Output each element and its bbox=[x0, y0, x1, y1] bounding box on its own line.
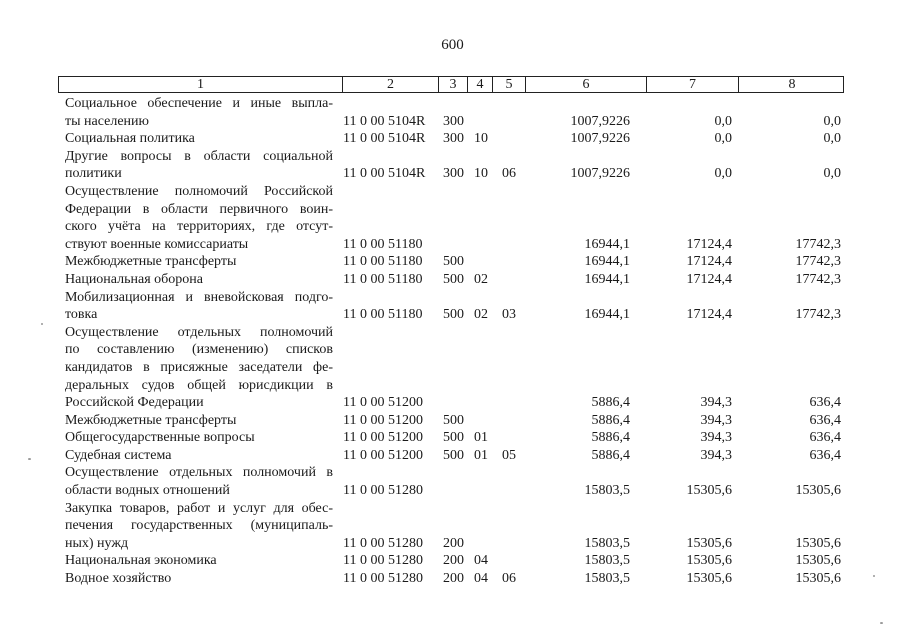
row-description: политики bbox=[65, 166, 122, 182]
row-description: Социальное обеспечение и иные выпла- bbox=[65, 96, 333, 111]
expense-type-code: 500 bbox=[443, 271, 464, 287]
header-col-5: 5 bbox=[492, 77, 525, 92]
amount-col-8: 0,0 bbox=[823, 113, 841, 129]
row-line bbox=[65, 412, 845, 430]
row-description: Федерации в области первичного воин- bbox=[65, 201, 333, 217]
row-line bbox=[65, 517, 845, 535]
table-row bbox=[65, 500, 845, 553]
section-code: 04 bbox=[474, 571, 488, 587]
target-article-code: 11 0 00 51180 bbox=[343, 254, 423, 270]
row-line bbox=[65, 482, 845, 500]
target-article-code: 11 0 00 5104R bbox=[343, 113, 426, 129]
amount-col-7: 0,0 bbox=[714, 131, 732, 147]
row-description: товка bbox=[65, 307, 98, 323]
table-row bbox=[65, 148, 845, 183]
row-line bbox=[65, 324, 845, 342]
row-description: Осуществление отдельных полномочий bbox=[65, 324, 333, 340]
table-body bbox=[65, 95, 845, 588]
row-line bbox=[65, 130, 845, 148]
row-description: деральных судов общей юрисдикции в bbox=[65, 377, 333, 393]
section-code: 01 bbox=[474, 430, 488, 446]
amount-col-7: 0,0 bbox=[714, 166, 732, 182]
header-col-4: 4 bbox=[467, 77, 492, 92]
target-article-code: 11 0 00 51280 bbox=[343, 535, 423, 551]
row-line bbox=[65, 201, 845, 219]
target-article-code: 11 0 00 51200 bbox=[343, 412, 423, 428]
table-row bbox=[65, 253, 845, 271]
header-col-3: 3 bbox=[438, 77, 467, 92]
amount-col-8: 636,4 bbox=[809, 395, 841, 411]
target-article-code: 11 0 00 51200 bbox=[343, 395, 423, 411]
target-article-code: 11 0 00 51200 bbox=[343, 430, 423, 446]
expense-type-code: 500 bbox=[443, 307, 464, 323]
row-line bbox=[65, 570, 845, 588]
amount-col-6: 5886,4 bbox=[591, 430, 630, 446]
row-description: Закупка товаров, работ и услуг для обес- bbox=[65, 500, 333, 516]
row-description: Общегосударственные вопросы bbox=[65, 430, 255, 446]
table-row bbox=[65, 183, 845, 253]
section-code: 04 bbox=[474, 553, 488, 569]
amount-col-7: 17124,4 bbox=[686, 307, 732, 323]
expense-type-code: 300 bbox=[443, 113, 464, 129]
amount-col-8: 15305,6 bbox=[795, 535, 841, 551]
amount-col-7: 394,3 bbox=[700, 430, 732, 446]
target-article-code: 11 0 00 5104R bbox=[343, 166, 426, 182]
amount-col-8: 0,0 bbox=[823, 131, 841, 147]
header-col-1: 1 bbox=[197, 77, 204, 92]
target-article-code: 11 0 00 51280 bbox=[343, 571, 423, 587]
row-description: по составлению (изменению) списков bbox=[65, 342, 333, 358]
row-description: Другие вопросы в области социальной bbox=[65, 148, 333, 164]
expense-type-code: 500 bbox=[443, 430, 464, 446]
amount-col-8: 15305,6 bbox=[795, 571, 841, 587]
table-row bbox=[65, 447, 845, 465]
amount-col-8: 17742,3 bbox=[795, 307, 841, 323]
table-row bbox=[65, 570, 845, 588]
row-line bbox=[65, 359, 845, 377]
amount-col-6: 5886,4 bbox=[591, 395, 630, 411]
amount-col-6: 15803,5 bbox=[584, 535, 630, 551]
row-description: Межбюджетные трансферты bbox=[65, 254, 237, 270]
subsection-code: 06 bbox=[502, 571, 516, 587]
section-code: 01 bbox=[474, 447, 488, 463]
expense-type-code: 500 bbox=[443, 254, 464, 270]
amount-col-8: 636,4 bbox=[809, 447, 841, 463]
row-line bbox=[65, 394, 845, 412]
amount-col-7: 15305,6 bbox=[686, 483, 732, 499]
row-description: Осуществление отдельных полномочий в bbox=[65, 465, 333, 481]
expense-type-code: 500 bbox=[443, 447, 464, 463]
row-description: ского учёта на территориях, где отсут- bbox=[65, 219, 333, 235]
expense-type-code: 300 bbox=[443, 166, 464, 182]
amount-col-8: 17742,3 bbox=[795, 271, 841, 287]
row-description: Водное хозяйство bbox=[65, 571, 172, 587]
target-article-code: 11 0 00 51180 bbox=[343, 307, 423, 323]
scan-speck bbox=[873, 575, 875, 577]
target-article-code: 11 0 00 51200 bbox=[343, 447, 423, 463]
amount-col-6: 16944,1 bbox=[584, 271, 630, 287]
header-col-8: 8 bbox=[738, 77, 845, 92]
expense-type-code: 300 bbox=[443, 131, 464, 147]
section-code: 10 bbox=[474, 131, 488, 147]
scan-speck bbox=[28, 458, 31, 460]
row-line bbox=[65, 535, 845, 553]
table-row bbox=[65, 412, 845, 430]
row-line bbox=[65, 183, 845, 201]
row-line bbox=[65, 218, 845, 236]
amount-col-6: 16944,1 bbox=[584, 236, 630, 252]
amount-col-7: 394,3 bbox=[700, 395, 732, 411]
row-description: Социальная политика bbox=[65, 131, 195, 147]
expense-type-code: 200 bbox=[443, 535, 464, 551]
table-row bbox=[65, 271, 845, 289]
row-line bbox=[65, 253, 845, 271]
table-row bbox=[65, 552, 845, 570]
row-line bbox=[65, 236, 845, 254]
amount-col-7: 0,0 bbox=[714, 113, 732, 129]
row-line bbox=[65, 464, 845, 482]
amount-col-6: 1007,9226 bbox=[570, 113, 630, 129]
row-description: области водных отношений bbox=[65, 483, 230, 499]
row-line bbox=[65, 148, 845, 166]
section-code: 10 bbox=[474, 166, 488, 182]
row-description: Мобилизационная и вневойсковая подго- bbox=[65, 289, 333, 305]
subsection-code: 05 bbox=[502, 447, 516, 463]
amount-col-6: 15803,5 bbox=[584, 553, 630, 569]
target-article-code: 11 0 00 51180 bbox=[343, 271, 423, 287]
row-description: ты населению bbox=[65, 113, 149, 129]
page-number: 600 bbox=[441, 37, 464, 53]
amount-col-7: 17124,4 bbox=[686, 236, 732, 252]
header-col-6: 6 bbox=[525, 77, 646, 92]
amount-col-8: 636,4 bbox=[809, 430, 841, 446]
table-row bbox=[65, 130, 845, 148]
amount-col-8: 15305,6 bbox=[795, 483, 841, 499]
table-row bbox=[65, 464, 845, 499]
amount-col-6: 1007,9226 bbox=[570, 166, 630, 182]
amount-col-8: 15305,6 bbox=[795, 553, 841, 569]
row-description: печения государственных (муниципаль- bbox=[65, 518, 333, 534]
amount-col-8: 636,4 bbox=[809, 412, 841, 428]
table-row bbox=[65, 324, 845, 412]
expense-type-code: 500 bbox=[443, 412, 464, 428]
target-article-code: 11 0 00 51280 bbox=[343, 553, 423, 569]
row-description: Судебная система bbox=[65, 447, 172, 463]
section-code: 02 bbox=[474, 307, 488, 323]
amount-col-8: 0,0 bbox=[823, 166, 841, 182]
row-line bbox=[65, 377, 845, 395]
row-line bbox=[65, 552, 845, 570]
amount-col-6: 1007,9226 bbox=[570, 131, 630, 147]
row-description: кандидатов в присяжные заседатели фе- bbox=[65, 359, 333, 375]
row-line bbox=[65, 429, 845, 447]
target-article-code: 11 0 00 51280 bbox=[343, 483, 423, 499]
row-description: Осуществление полномочий Российской bbox=[65, 183, 333, 199]
table-header bbox=[58, 76, 844, 93]
row-description: ных) нужд bbox=[65, 535, 129, 551]
amount-col-6: 16944,1 bbox=[584, 307, 630, 323]
header-col-7: 7 bbox=[646, 77, 738, 92]
subsection-code: 06 bbox=[502, 166, 516, 182]
subsection-code: 03 bbox=[502, 307, 516, 323]
row-line bbox=[65, 289, 845, 307]
amount-col-6: 15803,5 bbox=[584, 571, 630, 587]
row-line bbox=[65, 95, 845, 113]
amount-col-7: 15305,6 bbox=[686, 571, 732, 587]
row-description: Национальная экономика bbox=[65, 553, 217, 569]
amount-col-8: 17742,3 bbox=[795, 254, 841, 270]
amount-col-6: 5886,4 bbox=[591, 447, 630, 463]
amount-col-7: 394,3 bbox=[700, 447, 732, 463]
row-line bbox=[65, 271, 845, 289]
table-row bbox=[65, 289, 845, 324]
amount-col-8: 17742,3 bbox=[795, 236, 841, 252]
row-description: Национальная оборона bbox=[65, 271, 203, 287]
amount-col-7: 17124,4 bbox=[686, 271, 732, 287]
amount-col-6: 5886,4 bbox=[591, 412, 630, 428]
scan-speck bbox=[41, 323, 43, 325]
row-line bbox=[65, 113, 845, 131]
row-description: Межбюджетные трансферты bbox=[65, 412, 237, 428]
amount-col-6: 15803,5 bbox=[584, 483, 630, 499]
amount-col-7: 15305,6 bbox=[686, 535, 732, 551]
expense-type-code: 200 bbox=[443, 553, 464, 569]
amount-col-7: 17124,4 bbox=[686, 254, 732, 270]
row-line bbox=[65, 306, 845, 324]
section-code: 02 bbox=[474, 271, 488, 287]
row-line bbox=[65, 500, 845, 518]
row-line bbox=[65, 341, 845, 359]
amount-col-7: 394,3 bbox=[700, 412, 732, 428]
row-description: ствуют военные комиссариаты bbox=[65, 236, 249, 252]
amount-col-6: 16944,1 bbox=[584, 254, 630, 270]
table-row bbox=[65, 429, 845, 447]
amount-col-7: 15305,6 bbox=[686, 553, 732, 569]
header-col-2: 2 bbox=[342, 77, 438, 92]
target-article-code: 11 0 00 5104R bbox=[343, 131, 426, 147]
scan-speck bbox=[880, 622, 883, 624]
row-description: Российской Федерации bbox=[65, 395, 204, 411]
row-line bbox=[65, 447, 845, 465]
target-article-code: 11 0 00 51180 bbox=[343, 236, 423, 252]
expense-type-code: 200 bbox=[443, 571, 464, 587]
table-row bbox=[65, 95, 845, 130]
row-line bbox=[65, 165, 845, 183]
